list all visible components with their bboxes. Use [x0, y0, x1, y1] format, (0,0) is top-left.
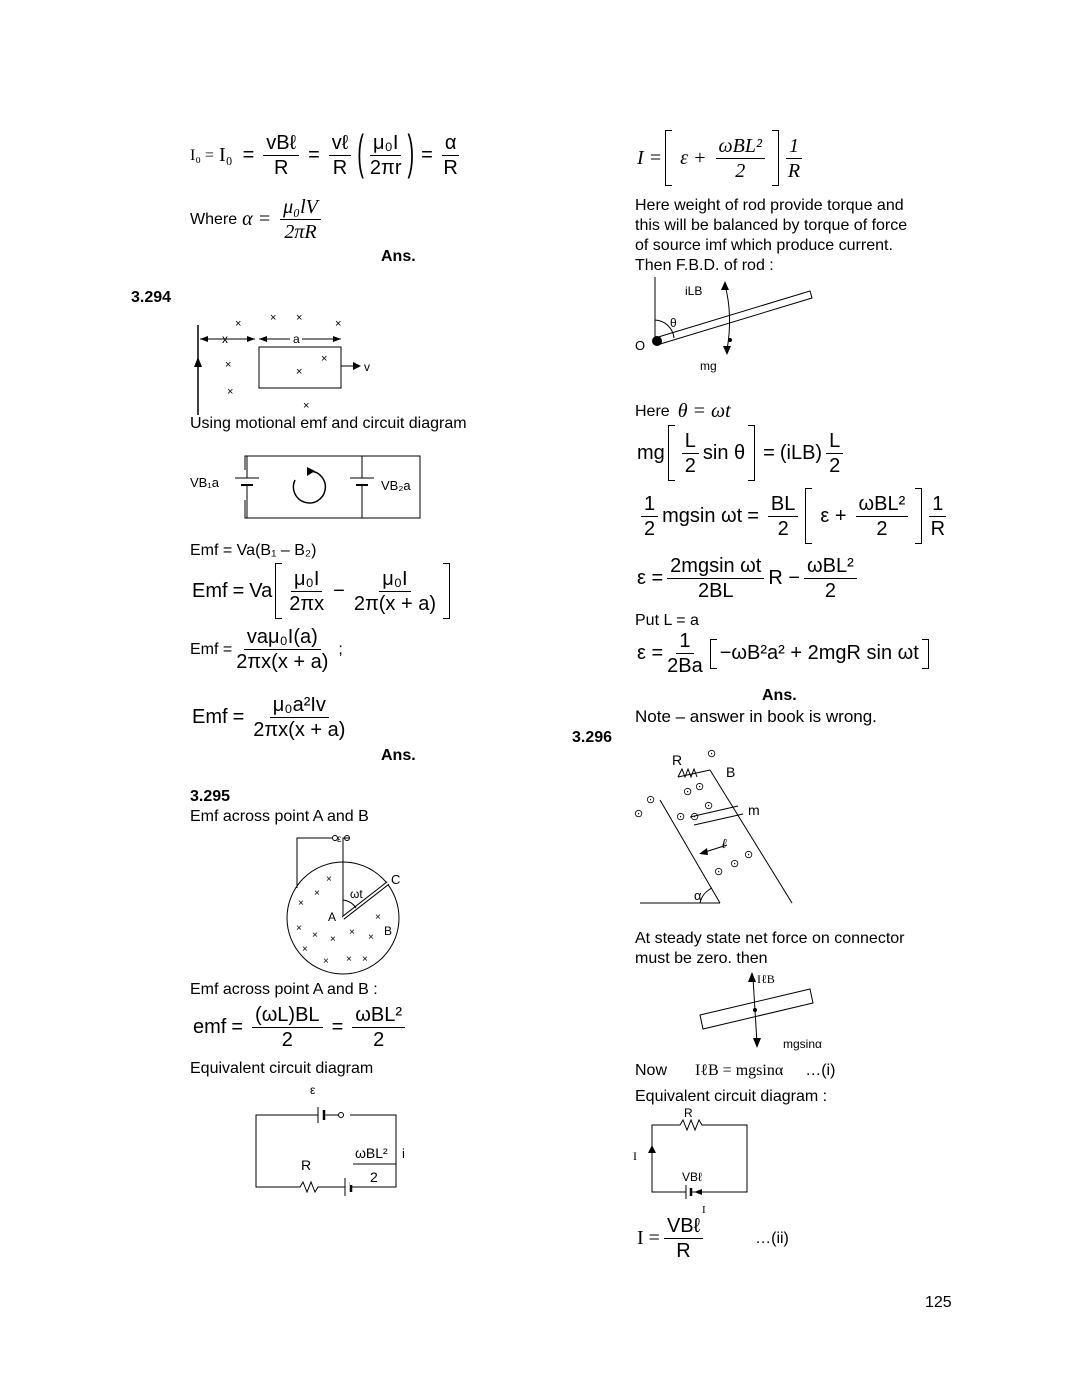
connector-force-diagram: [695, 968, 845, 1058]
text: R: [443, 157, 458, 179]
text-line: Using motional emf and circuit diagram: [190, 415, 467, 432]
fraction: [804, 555, 857, 602]
v-label: v: [364, 360, 370, 374]
text: ωBL²: [804, 555, 857, 579]
text: i: [402, 1146, 405, 1161]
text-line: Equivalent circuit diagram :: [635, 1088, 828, 1105]
fraction: [354, 568, 436, 615]
text: −ωB²a² + 2mgR sin ωt: [719, 642, 919, 664]
text: Here weight of rod provide torque and: [635, 197, 904, 214]
text: 1: [786, 135, 802, 159]
text-line: Put L = a: [635, 612, 699, 629]
eq-text: α =: [242, 208, 272, 230]
ans-label: Ans.: [762, 687, 797, 704]
text: 2: [735, 159, 746, 182]
text: (iLB): [779, 441, 823, 464]
text: μ₀I: [379, 568, 410, 592]
text: At steady state net force on connector: [635, 930, 905, 947]
text: vBℓ: [263, 132, 299, 156]
text: 2: [644, 517, 656, 540]
text: IℓB = mgsinα: [695, 1062, 784, 1079]
text: mg: [700, 359, 717, 373]
text: C: [391, 872, 401, 887]
text: R: [676, 1240, 691, 1262]
text: m: [748, 802, 760, 818]
fraction: [442, 132, 460, 179]
eq-text: I₀ =: [190, 146, 214, 164]
text: ε: [310, 1083, 316, 1097]
text: ×: [296, 923, 302, 934]
text: ×: [235, 318, 242, 330]
equation-alpha: [190, 196, 325, 243]
text: 2: [824, 580, 836, 602]
inclined-rails-diagram: [630, 745, 805, 910]
text: ⊙: [676, 811, 686, 823]
text: ×: [302, 944, 308, 955]
text: ε =: [637, 567, 664, 589]
text-line: Emf across point A and B: [190, 808, 369, 825]
text: Emf: [192, 706, 228, 728]
fraction: [856, 493, 909, 540]
text: ⊙: [634, 808, 644, 820]
paragraph-torque: [635, 196, 907, 276]
text: ×: [335, 318, 342, 330]
text: 2πx(x + a): [236, 651, 329, 673]
ans-label: Ans.: [381, 248, 416, 265]
text: L: [682, 430, 699, 454]
circuit-diagram-1: [185, 450, 425, 525]
text: −: [333, 579, 345, 602]
text: 2πr: [369, 157, 402, 179]
text: ×: [330, 934, 336, 945]
text: ε +: [820, 504, 847, 527]
text: 2πx: [289, 592, 325, 615]
text: ×: [362, 954, 368, 965]
text: 2πR: [284, 221, 317, 243]
text: ×: [312, 930, 318, 941]
text: Emf =: [190, 640, 233, 658]
equation-emf-1: [192, 563, 453, 619]
vb2a-label: VB₂a: [381, 478, 411, 493]
text: ×: [227, 386, 234, 398]
fraction: [280, 196, 321, 243]
eq-text: =: [308, 144, 320, 166]
text: Now: [635, 1062, 668, 1079]
fraction: [370, 132, 402, 179]
text: 2: [684, 454, 696, 477]
text: =: [747, 504, 759, 527]
ans-label: Ans.: [381, 747, 416, 764]
text: ×: [326, 874, 332, 885]
text: ×: [314, 888, 320, 899]
equivalent-circuit-2: [628, 1103, 758, 1215]
text: ×: [368, 932, 374, 943]
text: ⊙: [646, 794, 656, 806]
theta-line: [635, 400, 731, 423]
text: vℓ: [329, 132, 351, 156]
text: ×: [323, 956, 329, 967]
text: 2: [370, 1169, 378, 1185]
text: =: [331, 1016, 344, 1038]
text: ×: [296, 312, 303, 324]
question-number: 3.296: [572, 729, 613, 746]
text: I =: [637, 146, 663, 169]
text: Va: [249, 579, 273, 602]
fraction: [253, 694, 345, 741]
text: A: [328, 910, 337, 924]
text: (ωL)BL: [252, 1004, 323, 1028]
text: ⊙: [730, 858, 740, 870]
text: BL: [768, 493, 798, 517]
text: ×: [270, 312, 277, 324]
text: μ₀lV: [280, 196, 321, 220]
rotating-rod-diagram: [280, 828, 410, 978]
text: 2π(x + a): [353, 592, 437, 615]
text: μ₀I: [291, 568, 322, 592]
text: μ₀a²Iv: [270, 694, 329, 718]
text: mgsin ωt: [662, 504, 743, 527]
equation-torque: [637, 425, 847, 481]
equivalent-circuit-1: [250, 1080, 420, 1205]
text: R: [930, 517, 946, 540]
text: I: [633, 1149, 637, 1163]
vb1a-label: VB₁a: [190, 475, 219, 490]
a-label: a: [293, 332, 300, 346]
now-line: [635, 1062, 835, 1080]
text: ×: [303, 400, 310, 412]
text: IℓB: [757, 972, 775, 986]
text: vaμ₀I(a): [244, 626, 321, 650]
text: …(ii): [755, 1229, 789, 1247]
text: ⊙: [707, 748, 717, 760]
x-label: x: [222, 332, 228, 346]
text: 2mgsin ωt: [667, 555, 764, 579]
text: …(i): [805, 1062, 836, 1079]
fraction: [329, 132, 351, 179]
text: VBℓ: [682, 1170, 702, 1184]
fraction: [716, 135, 765, 182]
text: ×: [349, 927, 355, 938]
text: ⊙: [695, 781, 705, 793]
text: R: [332, 157, 348, 179]
fraction: [768, 493, 798, 540]
text: ×: [375, 912, 381, 923]
text: 2: [373, 1029, 385, 1051]
fraction: [929, 493, 946, 540]
text-line: Emf across point A and B :: [190, 981, 378, 998]
eq-text: =: [421, 144, 433, 166]
text: ×: [321, 353, 328, 365]
fraction: [263, 132, 299, 179]
text: L: [826, 430, 843, 454]
paragraph-steady-state: [635, 929, 905, 969]
text: ×: [298, 898, 304, 909]
text: R: [684, 1106, 693, 1120]
text: ×: [225, 359, 232, 371]
text: emf: [193, 1016, 227, 1038]
equation-emf-rod: [193, 1004, 409, 1051]
wire-loop-diagram: [185, 305, 395, 415]
fraction: [667, 630, 703, 677]
text: ×: [296, 366, 303, 378]
text: α: [442, 132, 460, 156]
text: 2Ba: [667, 655, 703, 677]
text: R: [787, 159, 801, 182]
equation-i0: I₀ = I₀ = $\frac{\text{vBℓ}}{R}$ = $\frac{\text{vℓ}}{R}$ ( $\frac{\text{μ₀I}}{2\pi r}$ ) = $\frac{\alpha}{R}$: [190, 127, 458, 181]
text: 2: [777, 517, 789, 540]
text: I =: [637, 1227, 660, 1249]
text: 2: [829, 454, 841, 477]
text: R: [672, 752, 683, 768]
text: ⊙: [704, 800, 714, 812]
text: ;: [338, 640, 343, 658]
text: I: [702, 1204, 706, 1215]
text: ωBL²: [355, 1145, 388, 1161]
text: 1: [641, 493, 658, 517]
text: ⊙: [683, 786, 693, 798]
eq-text: Where: [190, 210, 238, 228]
text-line: Equivalent circuit diagram: [190, 1060, 374, 1077]
fraction: [641, 493, 658, 540]
text: Emf: [192, 579, 228, 602]
text: 1: [929, 493, 946, 517]
text-line: Emf = Va(B₁ – B₂): [190, 542, 317, 559]
text: of source imf which produce current.: [635, 237, 893, 254]
text: 2πx(x + a): [253, 719, 346, 741]
eq-text: I₀: [218, 144, 233, 166]
text: θ = ωt: [677, 400, 731, 422]
fraction: [352, 1004, 405, 1051]
fraction: [664, 1215, 703, 1262]
text: sin θ: [702, 441, 746, 464]
equation-emf-3: [192, 694, 349, 741]
text: μ₀I: [370, 132, 401, 156]
equation-current: [637, 130, 806, 186]
text: ωBL²: [352, 1004, 405, 1028]
fbd-rod-diagram: [630, 275, 830, 380]
text: θ: [670, 316, 677, 330]
text: Here: [635, 402, 670, 420]
text: this will be balanced by torque of force: [635, 217, 908, 234]
question-number: 3.294: [131, 289, 172, 306]
text: mgsinα: [783, 1037, 822, 1051]
text: B: [384, 924, 393, 938]
fraction: [826, 430, 843, 477]
fraction: [667, 555, 764, 602]
page-number: 125: [925, 1294, 952, 1311]
text: ωt: [350, 887, 363, 901]
text: must be zero. then: [635, 950, 768, 967]
fraction: [252, 1004, 323, 1051]
equation-current-final: [637, 1215, 789, 1262]
text: O: [635, 338, 646, 353]
equation-epsilon-final: [637, 630, 932, 677]
text: =: [231, 1016, 244, 1038]
question-number: 3.295: [190, 788, 231, 805]
text: ε: [337, 834, 342, 845]
fraction: [236, 626, 328, 673]
text: R: [301, 1157, 312, 1173]
text: 2: [281, 1029, 293, 1051]
field-crosses: [225, 312, 341, 412]
text: ωBL²: [716, 135, 765, 159]
text: 2: [876, 517, 888, 540]
text: mg: [637, 441, 665, 464]
text: ⊙: [744, 849, 754, 861]
text: ⊙: [690, 811, 700, 823]
equation-torque-2: [637, 488, 950, 544]
text: =: [232, 706, 245, 728]
text: ε +: [680, 146, 707, 169]
text: iLB: [685, 284, 703, 298]
text: 2BL: [697, 580, 734, 602]
eq-text: =: [242, 144, 255, 166]
equation-epsilon: [637, 555, 861, 602]
text: ×: [346, 954, 352, 965]
text: ℓ: [722, 836, 727, 851]
text: B: [726, 764, 736, 780]
fraction: [682, 430, 699, 477]
text: ε =: [637, 642, 664, 664]
text: α: [694, 888, 702, 903]
equation-emf-2: [190, 626, 343, 673]
text: ωBL²: [856, 493, 909, 517]
text: =: [232, 579, 245, 602]
text: 1: [676, 630, 693, 654]
text: VBℓ: [664, 1215, 703, 1239]
fraction: [786, 135, 802, 182]
text: R: [273, 157, 289, 179]
text: R −: [768, 567, 801, 589]
text: =: [763, 441, 775, 464]
fraction: [289, 568, 324, 615]
note-text: Note – answer in book is wrong.: [635, 707, 877, 726]
text: Then F.B.D. of rod :: [635, 257, 774, 274]
text: ⊙: [714, 866, 724, 878]
